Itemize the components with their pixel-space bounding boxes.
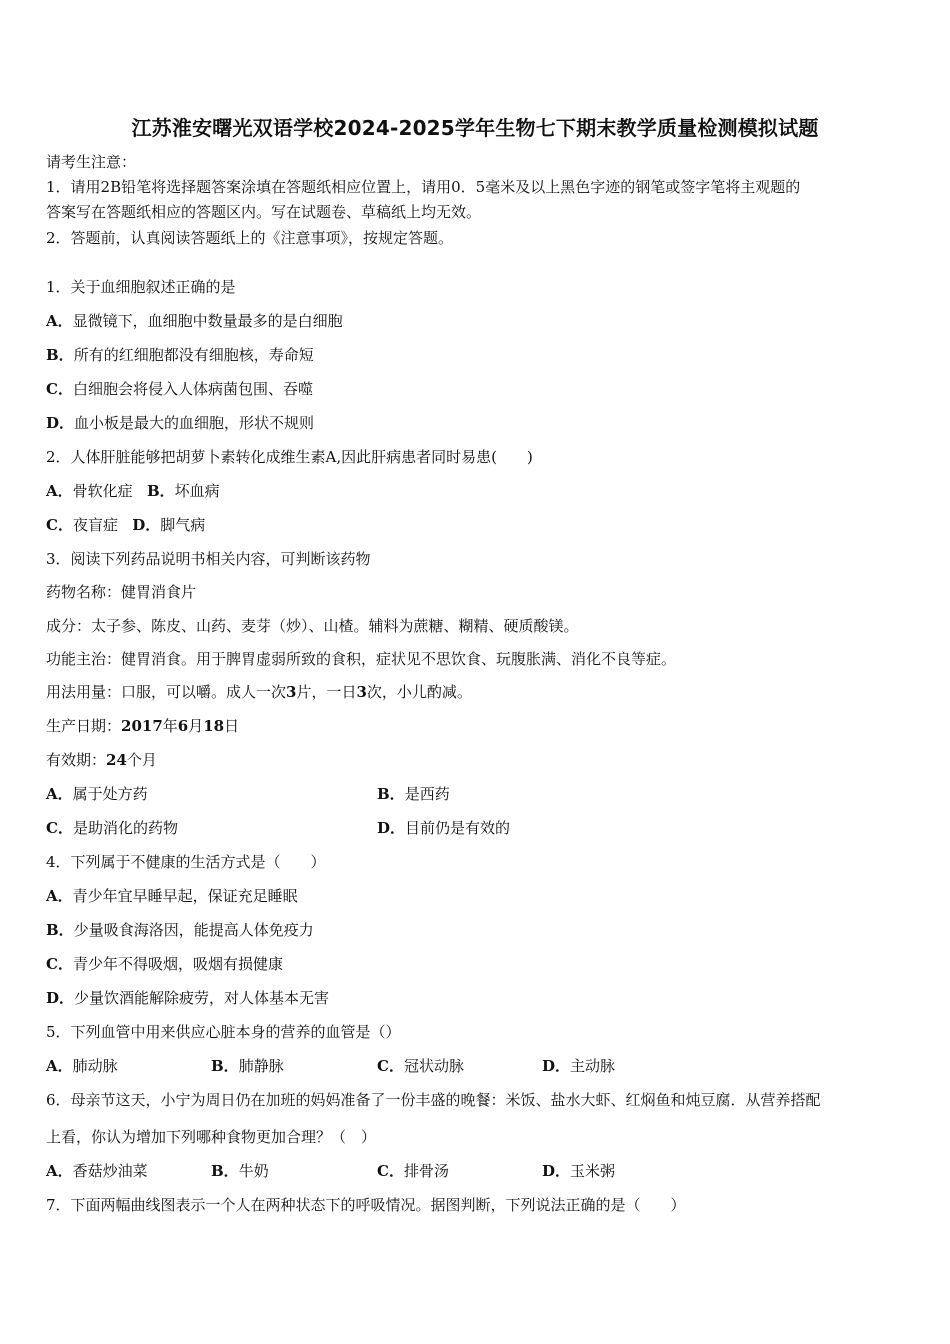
option-text: 冠状动脉 — [403, 1057, 464, 1075]
option-text: 属于处方药 — [72, 785, 148, 803]
q2-options-cd — [46, 515, 205, 535]
q6-stem-cont: 上看，你认为增加下列哪种食物更加合理？（ ） — [46, 1128, 377, 1146]
q5-option-a — [46, 1056, 118, 1076]
option-label: C． — [377, 1162, 404, 1180]
option-label: A． — [46, 1057, 73, 1075]
q4-option-c — [46, 954, 283, 974]
q4-option-d — [46, 988, 329, 1008]
option-text: 白细胞会将侵入人体病菌包围、吞噬 — [72, 380, 313, 398]
q3-drug-name: 药物名称：健胃消食片 — [46, 583, 197, 601]
q1-option-d — [46, 413, 314, 433]
q3-stem: 3．阅读下列药品说明书相关内容，可判断该药物 — [46, 550, 371, 568]
q3-option-d — [377, 818, 510, 838]
q3-production-date — [46, 716, 239, 736]
option-text: 牛奶 — [238, 1162, 269, 1180]
date-year: 2017 — [121, 717, 163, 735]
validity-unit: 个月 — [126, 751, 157, 769]
option-label: D． — [132, 516, 161, 534]
date-unit: 日 — [224, 717, 240, 735]
option-label: C． — [46, 955, 73, 973]
option-text: 肺动脉 — [72, 1057, 118, 1075]
option-label: C． — [46, 380, 73, 398]
option-label: B． — [46, 921, 74, 939]
option-label: B． — [211, 1057, 239, 1075]
q3-validity — [46, 750, 157, 770]
option-text: 香菇炒油菜 — [72, 1162, 148, 1180]
q4-stem: 4．下列属于不健康的生活方式是（ ） — [46, 853, 326, 871]
usage-number: 3 — [286, 683, 297, 701]
notice-item-2: 2．答题前，认真阅读答题纸上的《注意事项》，按规定答题。 — [46, 229, 454, 247]
date-label: 生产日期： — [46, 717, 122, 735]
option-text: 排骨汤 — [403, 1162, 449, 1180]
option-text: 是助消化的药物 — [72, 819, 178, 837]
usage-number: 3 — [356, 683, 367, 701]
option-text: 玉米粥 — [570, 1162, 616, 1180]
option-label: D． — [46, 414, 75, 432]
option-text: 夜盲症 — [72, 516, 118, 534]
option-text: 少量吸食海洛因，能提高人体免疫力 — [73, 921, 314, 939]
option-text: 骨软化症 — [72, 482, 133, 500]
q5-stem: 5．下列血管中用来供应心脏本身的营养的血管是（） — [46, 1023, 401, 1041]
q6-option-a — [46, 1161, 148, 1181]
option-text: 显微镜下，血细胞中数量最多的是白细胞 — [72, 312, 343, 330]
option-text: 少量饮酒能解除疲劳，对人体基本无害 — [74, 989, 330, 1007]
q6-option-b — [211, 1161, 269, 1181]
option-text: 坏血病 — [174, 482, 220, 500]
q2-options-ab — [46, 481, 220, 501]
option-label: D． — [542, 1057, 571, 1075]
option-text: 青少年不得吸烟，吸烟有损健康 — [72, 955, 283, 973]
option-text: 青少年宜早睡早起，保证充足睡眠 — [72, 887, 298, 905]
usage-text: 次，小儿酌减。 — [366, 683, 472, 701]
option-label: A． — [46, 1162, 73, 1180]
q6-option-d — [542, 1161, 615, 1181]
q3-ingredients: 成分：太子参、陈皮、山药、麦芽（炒）、山楂。辅料为蔗糖、糊精、硬质酸镁。 — [46, 617, 579, 635]
option-label: D． — [46, 989, 75, 1007]
notice-item-1: 1．请用2B铅笔将选择题答案涂填在答题纸相应位置上，请用0．5毫米及以上黑色字迹的钢笔或签字笔将主观题的 — [46, 178, 801, 196]
q7-stem: 7．下面两幅曲线图表示一个人在两种状态下的呼吸情况。据图判断，下列说法正确的是（ ） — [46, 1196, 686, 1214]
q3-option-a — [46, 784, 148, 804]
q1-option-c — [46, 379, 313, 399]
notice-heading: 请考生注意： — [46, 153, 137, 171]
option-label: B． — [211, 1162, 239, 1180]
q4-option-b — [46, 920, 314, 940]
date-unit: 年 — [162, 717, 178, 735]
date-day: 18 — [203, 717, 225, 735]
date-unit: 月 — [188, 717, 204, 735]
exam-title: 江苏淮安曙光双语学校2024-2025学年生物七下期末教学质量检测模拟试题 — [131, 116, 819, 140]
date-month: 6 — [177, 717, 189, 735]
q1-stem: 1．关于血细胞叙述正确的是 — [46, 278, 236, 296]
q5-option-c — [377, 1056, 464, 1076]
option-text: 所有的红细胞都没有细胞核，寿命短 — [73, 346, 314, 364]
option-label: D． — [542, 1162, 571, 1180]
q1-option-b — [46, 345, 314, 365]
q1-option-a — [46, 311, 343, 331]
validity-label: 有效期： — [46, 751, 107, 769]
validity-number: 24 — [106, 751, 127, 769]
option-label: B． — [377, 785, 405, 803]
q4-option-a — [46, 886, 298, 906]
q3-option-b — [377, 784, 450, 804]
option-label: A． — [46, 482, 73, 500]
option-text: 肺静脉 — [238, 1057, 284, 1075]
option-label: C． — [377, 1057, 404, 1075]
option-text: 是西药 — [404, 785, 450, 803]
q5-option-d — [542, 1056, 615, 1076]
q3-usage — [46, 682, 472, 702]
notice-item-1-cont: 答案写在答题纸相应的答题区内。写在试题卷、草稿纸上均无效。 — [46, 203, 482, 221]
option-text: 脚气病 — [160, 516, 206, 534]
usage-text: 片，一日 — [296, 683, 357, 701]
q6-option-c — [377, 1161, 449, 1181]
option-label: C． — [46, 516, 73, 534]
option-label: A． — [46, 312, 73, 330]
option-label: C． — [46, 819, 73, 837]
option-text: 主动脉 — [570, 1057, 616, 1075]
option-text: 血小板是最大的血细胞，形状不规则 — [74, 414, 315, 432]
q2-stem: 2．人体肝脏能够把胡萝卜素转化成维生素A,因此肝病患者同时易患( ) — [46, 448, 533, 466]
option-label: B． — [46, 346, 74, 364]
q5-option-b — [211, 1056, 284, 1076]
option-label: B． — [146, 482, 175, 500]
option-label: A． — [46, 887, 73, 905]
option-text: 目前仍是有效的 — [405, 819, 511, 837]
q3-option-c — [46, 818, 178, 838]
option-label: D． — [377, 819, 406, 837]
usage-text: 用法用量：口服，可以嚼。成人一次 — [46, 683, 287, 701]
q6-stem: 6．母亲节这天，小宁为周日仍在加班的妈妈准备了一份丰盛的晚餐：米饭、盐水大虾、红焖鱼和炖豆腐．从营养搭配 — [46, 1091, 821, 1109]
q3-function: 功能主治：健胃消食。用于脾胃虚弱所致的食积，症状见不思饮食、玩腹胀满、消化不良等症。 — [46, 650, 677, 668]
option-label: A． — [46, 785, 73, 803]
